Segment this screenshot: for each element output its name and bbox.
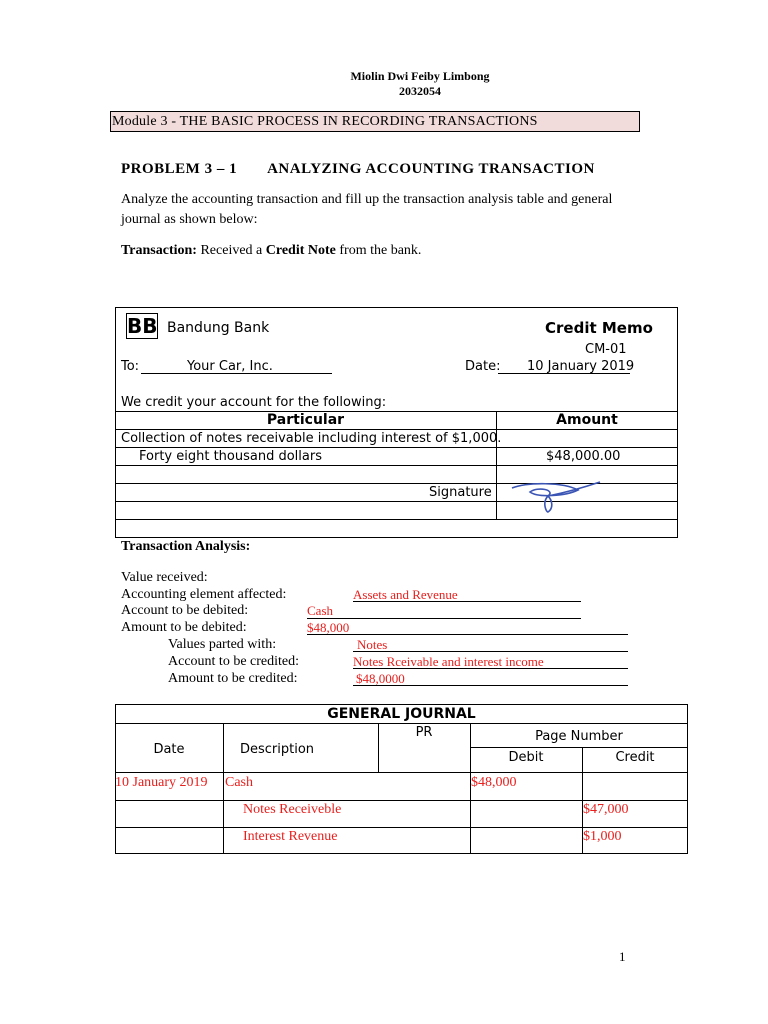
transaction-pre: Received a (200, 243, 263, 258)
analysis-title: Transaction Analysis: (121, 539, 251, 554)
signature-scribble (508, 478, 604, 516)
bank-name: Bandung Bank (167, 320, 270, 336)
debit-account-label: Account to be debited: (121, 603, 249, 618)
journal-row-3-description: Interest Revenue (243, 829, 338, 844)
memo-line-2: Forty eight thousand dollars (139, 449, 322, 464)
journal-row-1-debit: $48,000 (471, 775, 517, 790)
memo-line-2-amount: $48,000.00 (546, 449, 621, 464)
date-label: Date: (465, 359, 501, 374)
memo-number: CM-01 (585, 342, 627, 357)
credit-account-value: Notes Rceivable and interest income (353, 654, 544, 669)
col-particular: Particular (266, 412, 345, 428)
value-received-label: Value received: (121, 570, 208, 585)
parted-value: Notes (357, 637, 388, 652)
transaction-label: Transaction: (121, 243, 197, 258)
journal-title: GENERAL JOURNAL (327, 706, 476, 722)
journal-row-1-date: 10 January 2019 (115, 775, 208, 790)
journal-row-3-credit: $1,000 (583, 829, 622, 844)
col-page-number: Page Number (535, 729, 623, 744)
element-value: Assets and Revenue (353, 587, 458, 602)
transaction-bold: Credit Note (265, 243, 336, 258)
transaction-post: from the bank. (339, 243, 422, 258)
col-pr: PR (415, 725, 433, 740)
bank-logo: BB (127, 314, 158, 338)
to-value: Your Car, Inc. (187, 359, 273, 374)
journal-row-2-description: Notes Receiveble (243, 802, 342, 817)
problem-heading (121, 161, 595, 178)
credit-account-label: Account to be credited: (168, 654, 300, 669)
credit-amount-value: $48,0000 (356, 671, 405, 686)
memo-line-1: Collection of notes receivable including interest of $1,000. (121, 431, 502, 446)
journal-row-2-credit: $47,000 (583, 802, 629, 817)
col-debit: Debit (508, 750, 544, 765)
author-name: Miolin Dwi Feiby Limbong (350, 69, 490, 83)
debit-amount-value: $48,000 (307, 620, 350, 635)
col-description: Description (240, 742, 315, 757)
author-id: 2032054 (399, 84, 441, 98)
date-value: 10 January 2019 (527, 359, 635, 374)
module-title: Module 3 - THE BASIC PROCESS IN RECORDING TRANSACTIONS (110, 111, 640, 132)
col-credit: Credit (615, 750, 655, 765)
transaction-line (121, 243, 421, 259)
col-amount: Amount (556, 412, 618, 428)
journal-row-1-description: Cash (225, 775, 253, 790)
signature-label: Signature (429, 485, 492, 500)
parted-label: Values parted with: (168, 637, 277, 652)
col-date: Date (153, 742, 185, 757)
credit-amount-label: Amount to be credited: (168, 671, 298, 686)
memo-intro: We credit your account for the following: (121, 395, 387, 410)
debit-account-value: Cash (307, 603, 333, 618)
page-number: 1 (619, 949, 626, 964)
debit-amount-label: Amount to be debited: (121, 620, 247, 635)
problem-number: PROBLEM 3 – 1 (121, 161, 238, 177)
element-label: Accounting element affected: (121, 587, 287, 602)
problem-title: ANALYZING ACCOUNTING TRANSACTION (267, 161, 595, 177)
to-label: To: (121, 359, 140, 374)
problem-instructions: Analyze the accounting transaction and fill up the transaction analysis table and general journal as shown below: (121, 192, 613, 227)
memo-title: Credit Memo (545, 319, 653, 337)
